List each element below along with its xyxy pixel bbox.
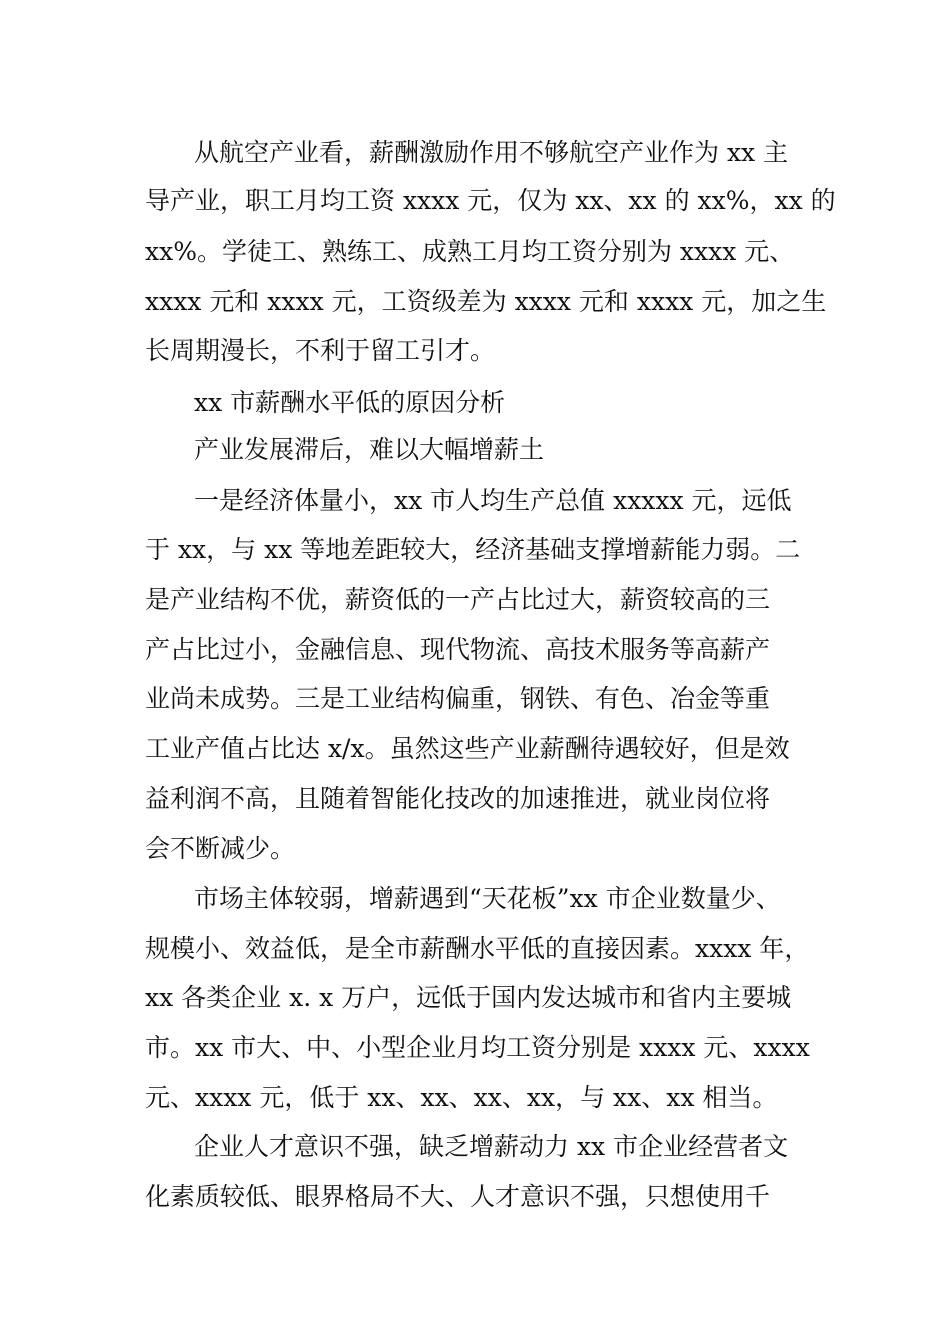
text-line: 于 xx，与 xx 等地差距较大，经济基础支撑增薪能力弱。二 (145, 535, 801, 564)
section-heading: xx 市薪酬水平低的原因分析 (194, 388, 506, 417)
text-line: 会不断减少。 (145, 834, 296, 863)
text-line: xx%。学徒工、熟练工、成熟工月均工资分别为 xxxx 元、 (145, 237, 795, 266)
text-line: 长周期漫长，不利于留工引才。 (145, 336, 496, 365)
text-line: 市。xx 市大、中、小型企业月均工资分别是 xxxx 元、xxxx (145, 1033, 810, 1062)
text-line: 企业人才意识不强，缺乏增薪动力 xx 市企业经营者文 (194, 1132, 789, 1161)
text-line: xx 各类企业 x. x 万户，远低于国内发达城市和省内主要城 (145, 983, 792, 1012)
text-line: 益利润不高，且随着智能化技改的加速推进，就业岗位将 (145, 784, 771, 813)
text-line: 业尚未成势。三是工业结构偏重，钢铁、有色、冶金等重 (145, 684, 771, 713)
text-line: 一是经济体量小，xx 市人均生产总值 xxxxx 元，远低 (194, 486, 792, 515)
text-line: 是产业结构不优，薪资低的一产占比过大，薪资较高的三 (145, 585, 771, 614)
text-line: 产占比过小，金融信息、现代物流、高技术服务等高薪产 (145, 635, 771, 664)
text-line: 从航空产业看，薪酬激励作用不够航空产业作为 xx 主 (194, 138, 789, 167)
text-line: xxxx 元和 xxxx 元，工资级差为 xxxx 元和 xxxx 元，加之生 (145, 287, 827, 316)
text-line: 市场主体较弱，增薪遇到“天花板”xx 市企业数量少、 (194, 884, 781, 913)
text-line: 工业产值占比达 x/x。虽然这些产业薪酬待遇较好，但是效 (145, 734, 790, 763)
text-line: 化素质较低、眼界格局不大、人才意识不强，只想使用千 (145, 1182, 771, 1211)
text-line: 规模小、效益低，是全市薪酬水平低的直接因素。xxxx 年， (145, 934, 810, 963)
subsection-heading: 产业发展滞后，难以大幅增薪土 (194, 435, 545, 464)
text-line: 元、xxxx 元，低于 xx、xx、xx、xx，与 xx、xx 相当。 (145, 1083, 778, 1112)
text-line: 导产业，职工月均工资 xxxx 元，仅为 xx、xx 的 xx%，xx 的 (145, 186, 836, 215)
